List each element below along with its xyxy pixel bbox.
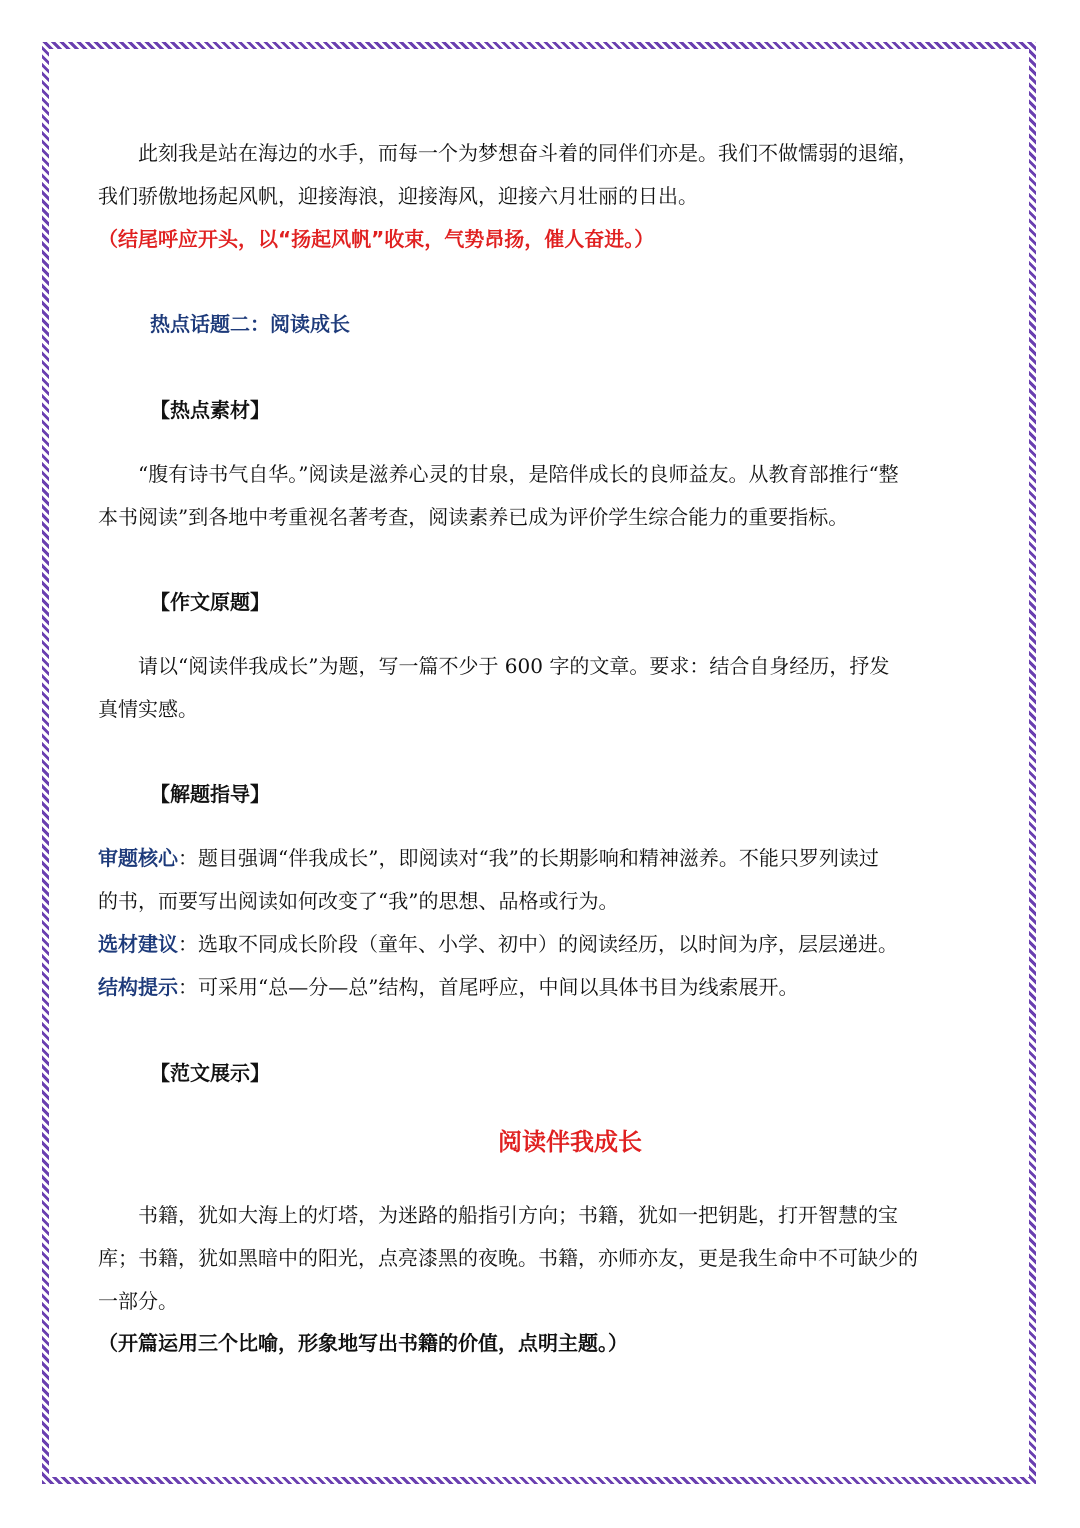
paragraph-line: 请以“阅读伴我成长”为题，写一篇不少于 600 字的文章。要求：结合自身经历，抒发: [138, 654, 890, 678]
core-label: 审题核心: [98, 846, 178, 870]
guidance-structure: [98, 966, 982, 1009]
paragraph-line: “腹有诗书气自华。”阅读是滋养心灵的甘泉，是陪伴成长的良师益友。从教育部推行“整: [138, 462, 899, 486]
paragraph-line: 书籍，犹如大海上的灯塔，为迷路的船指引方向；书籍，犹如一把钥匙，打开智慧的宝: [138, 1203, 898, 1227]
sample-section-label: 【范文展示】: [150, 1061, 270, 1085]
guidance-core: [98, 837, 982, 923]
paragraph-line: 库；书籍，犹如黑暗中的阳光，点亮漆黑的夜晚。书籍，亦师亦友，更是我生命中不可缺少的: [98, 1246, 918, 1270]
prompt-section-label: 【作文原题】: [150, 590, 270, 614]
sample-opening-paragraph: [98, 1194, 982, 1323]
paragraph-line: 此刻我是站在海边的水手，而每一个为梦想奋斗着的同伴们亦是。我们不做懦弱的退缩，: [138, 141, 918, 165]
guidance-section-label: 【解题指导】: [150, 782, 270, 806]
closing-paragraph: [98, 132, 982, 218]
material-suggestion-text: ：选取不同成长阶段（童年、小学、初中）的阅读经历，以时间为序，层层递进。: [178, 932, 898, 956]
paragraph-line: 一部分。: [98, 1289, 178, 1313]
material-paragraph: [98, 453, 982, 539]
sample-annotation: （开篇运用三个比喻，形象地写出书籍的价值，点明主题。）: [98, 1331, 628, 1355]
material-suggestion-label: 选材建议: [98, 932, 178, 956]
structure-hint-text: ：可采用“总—分—总”结构，首尾呼应，中间以具体书目为线索展开。: [178, 975, 799, 999]
material-section-label: 【热点素材】: [150, 398, 270, 422]
paragraph-line: 的书，而要写出阅读如何改变了“我”的思想、品格或行为。: [98, 889, 619, 913]
paragraph-line: 我们骄傲地扬起风帆，迎接海浪，迎接海风，迎接六月壮丽的日出。: [98, 184, 698, 208]
paragraph-line: 真情实感。: [98, 697, 198, 721]
sample-essay-title: 阅读伴我成长: [498, 1128, 642, 1156]
prompt-paragraph: [98, 645, 982, 731]
core-text: ：题目强调“伴我成长”，即阅读对“我”的长期影响和精神滋养。不能只罗列读过: [178, 846, 879, 870]
topic-heading: 热点话题二：阅读成长: [150, 312, 350, 336]
closing-annotation: （结尾呼应开头，以“扬起风帆”收束，气势昂扬，催人奋进。）: [98, 227, 655, 251]
structure-hint-label: 结构提示: [98, 975, 178, 999]
paragraph-line: 本书阅读”到各地中考重视名著考查，阅读素养已成为评价学生综合能力的重要指标。: [98, 505, 849, 529]
guidance-material: [98, 923, 982, 966]
